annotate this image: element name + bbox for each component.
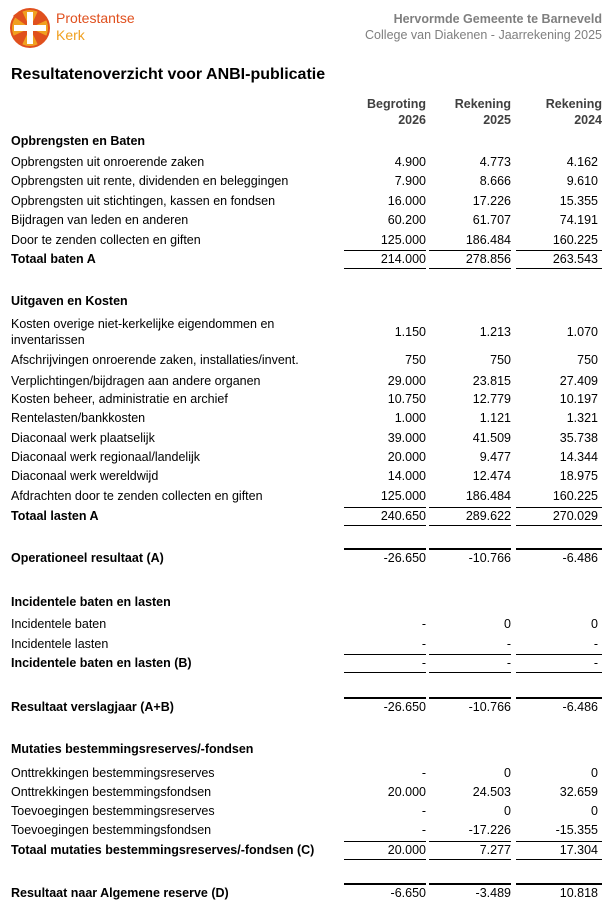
row-value: 17.304	[559, 843, 598, 857]
total-underline	[429, 525, 511, 526]
row-value: 7.277	[479, 843, 511, 857]
subtotal-rule	[429, 654, 511, 655]
row-value: 20.000	[387, 843, 426, 857]
subtotal-rule	[516, 250, 602, 251]
row-value: 0	[504, 766, 511, 780]
row-label: Bijdragen van leden en anderen	[11, 213, 189, 227]
row-label: Onttrekkingen bestemmingsreserves	[11, 766, 215, 780]
row-value: -6.486	[562, 700, 598, 714]
total-row	[11, 842, 602, 860]
row-label: Afschrijvingen onroerende zaken, installaties/invent.	[11, 353, 299, 367]
row-value: 1.121	[479, 411, 511, 425]
total-underline	[516, 859, 602, 860]
row-value: 12.474	[472, 469, 511, 483]
result-row	[11, 885, 602, 903]
row-value: 160.225	[552, 233, 598, 247]
row-value: 750	[405, 353, 426, 367]
organization-name: Hervormde Gemeente te Barneveld	[393, 12, 602, 26]
row-label: Uitgaven en Kosten	[11, 294, 128, 308]
row-value: 125.000	[380, 489, 426, 503]
table-row	[11, 352, 602, 370]
row-value: 186.484	[465, 489, 511, 503]
column-header	[344, 96, 426, 128]
row-value: -	[506, 656, 511, 670]
row-label: Opbrengsten uit rente, dividenden en beleggingen	[11, 174, 289, 188]
result-row	[11, 550, 602, 568]
section-heading	[11, 594, 602, 612]
row-value: 0	[591, 804, 598, 818]
row-value: 14.344	[559, 450, 598, 464]
table-row	[11, 154, 602, 172]
row-value: 0	[591, 617, 598, 631]
row-value: -6.486	[562, 551, 598, 565]
row-label: Incidentele lasten	[11, 637, 109, 651]
column-header-line2: 2025	[483, 113, 511, 127]
row-value: -10.766	[468, 700, 511, 714]
section-heading	[11, 293, 602, 311]
subtotal-rule	[344, 654, 426, 655]
row-value: 0	[591, 766, 598, 780]
row-label: Kosten overige niet-kerkelijke eigendommen en inventarissen	[11, 317, 275, 347]
row-value: -3.489	[475, 886, 511, 900]
row-value: 20.000	[387, 450, 426, 464]
row-label: Kosten beheer, administratie en archief	[11, 392, 228, 406]
row-value: 4.162	[566, 155, 598, 169]
brand-line-1: Protestantse	[56, 10, 135, 26]
row-value: 14.000	[387, 469, 426, 483]
total-row	[11, 508, 602, 526]
section-heading	[11, 133, 602, 151]
total-underline	[344, 268, 426, 269]
row-label: Opbrengsten uit stichtingen, kassen en fondsen	[11, 194, 276, 208]
total-underline	[516, 672, 602, 673]
row-value: -	[421, 766, 426, 780]
row-value: 240.650	[380, 509, 426, 523]
subtotal-rule	[429, 507, 511, 508]
row-value: -	[421, 823, 426, 837]
table-row	[11, 173, 602, 191]
row-value: 186.484	[465, 233, 511, 247]
row-label: Diaconaal werk regionaal/landelijk	[11, 450, 200, 464]
row-value: 60.200	[387, 213, 426, 227]
row-label: Totaal lasten A	[11, 509, 99, 523]
row-value: 9.477	[479, 450, 511, 464]
row-value: 1.070	[566, 325, 598, 339]
table-row	[11, 784, 602, 802]
row-value: 160.225	[552, 489, 598, 503]
row-value: -	[593, 637, 598, 651]
row-label: Toevoegingen bestemmingsreserves	[11, 804, 215, 818]
row-value: 263.543	[552, 252, 598, 266]
table-row	[11, 391, 602, 409]
subtotal-rule	[429, 250, 511, 251]
row-value: -26.650	[383, 700, 426, 714]
subtotal-rule	[344, 507, 426, 508]
row-value: 9.610	[566, 174, 598, 188]
row-value: 750	[577, 353, 598, 367]
row-label: Opbrengsten uit onroerende zaken	[11, 155, 205, 169]
column-header	[429, 96, 511, 128]
row-value: -	[421, 804, 426, 818]
row-label: Door te zenden collecten en giften	[11, 233, 201, 247]
subtotal-rule	[344, 250, 426, 251]
result-rule	[344, 883, 426, 885]
row-value: 4.900	[394, 155, 426, 169]
column-header	[516, 96, 602, 128]
row-label: Diaconaal werk plaatselijk	[11, 431, 155, 445]
result-rule	[429, 697, 511, 699]
total-underline	[516, 525, 602, 526]
column-header-line1: Rekening	[454, 97, 511, 111]
column-header-line2: 2026	[398, 113, 426, 127]
row-label: Resultaat naar Algemene reserve (D)	[11, 886, 229, 900]
row-label: Operationeel resultaat (A)	[11, 551, 164, 565]
total-underline	[344, 672, 426, 673]
row-value: 4.773	[479, 155, 511, 169]
table-row	[11, 449, 602, 467]
column-header-line1: Rekening	[545, 97, 602, 111]
row-value: 24.503	[472, 785, 511, 799]
row-value: -15.355	[555, 823, 598, 837]
table-row	[11, 373, 602, 391]
table-row	[11, 616, 602, 634]
table-row	[11, 803, 602, 821]
column-header-line2: 2024	[574, 113, 602, 127]
table-row	[11, 488, 602, 506]
row-value: 1.150	[394, 325, 426, 339]
protestantse-kerk-logo	[10, 8, 50, 48]
total-row	[11, 251, 602, 269]
table-row	[11, 193, 602, 211]
page-title: Resultatenoverzicht voor ANBI-publicatie	[11, 66, 326, 83]
row-value: 10.818	[559, 886, 598, 900]
row-label: Resultaat verslagjaar (A+B)	[11, 700, 174, 714]
result-rule	[344, 697, 426, 699]
row-value: 17.226	[472, 194, 511, 208]
section-heading	[11, 741, 602, 759]
table-row	[11, 316, 602, 350]
row-value: 289.622	[465, 509, 511, 523]
document-header	[365, 11, 602, 43]
brand-name	[56, 10, 135, 44]
row-value: -	[421, 656, 426, 670]
row-value: -	[421, 637, 426, 651]
row-value: 29.000	[387, 374, 426, 388]
row-label: Totaal baten A	[11, 252, 96, 266]
row-value: 750	[490, 353, 511, 367]
result-rule	[516, 697, 602, 699]
total-underline	[344, 525, 426, 526]
result-rule	[429, 548, 511, 550]
table-row	[11, 636, 602, 654]
row-label: Incidentele baten en lasten	[11, 595, 171, 609]
row-value: 35.738	[559, 431, 598, 445]
row-value: 39.000	[387, 431, 426, 445]
row-value: 7.900	[394, 174, 426, 188]
row-value: 16.000	[387, 194, 426, 208]
row-label: Onttrekkingen bestemmingsfondsen	[11, 785, 212, 799]
result-rule	[344, 548, 426, 550]
row-value: 270.029	[552, 509, 598, 523]
row-label: Opbrengsten en Baten	[11, 134, 146, 148]
row-value: 12.779	[472, 392, 511, 406]
row-value: -26.650	[383, 551, 426, 565]
row-label: Diaconaal werk wereldwijd	[11, 469, 159, 483]
row-value: 278.856	[465, 252, 511, 266]
row-value: 18.975	[559, 469, 598, 483]
table-row	[11, 765, 602, 783]
result-rule	[516, 883, 602, 885]
row-label: Afdrachten door te zenden collecten en giften	[11, 489, 263, 503]
table-row	[11, 410, 602, 428]
subtotal-rule	[516, 654, 602, 655]
row-label: Incidentele baten	[11, 617, 107, 631]
result-rule	[429, 883, 511, 885]
subtotal-rule	[344, 841, 426, 842]
row-value: 20.000	[387, 785, 426, 799]
brand-line-2: Kerk	[56, 27, 85, 43]
row-value: 41.509	[472, 431, 511, 445]
row-value: 15.355	[559, 194, 598, 208]
row-label: Verplichtingen/bijdragen aan andere organen	[11, 374, 261, 388]
column-header-line1: Begroting	[366, 97, 426, 111]
table-row	[11, 468, 602, 486]
total-underline	[429, 672, 511, 673]
result-rule	[516, 548, 602, 550]
subtotal-rule	[429, 841, 511, 842]
row-value: 125.000	[380, 233, 426, 247]
row-value: -17.226	[468, 823, 511, 837]
total-underline	[429, 859, 511, 860]
subtotal-rule	[516, 507, 602, 508]
row-value: 8.666	[479, 174, 511, 188]
row-value: 61.707	[472, 213, 511, 227]
row-value: -	[593, 656, 598, 670]
row-label: Mutaties bestemmingsreserves/-fondsen	[11, 742, 254, 756]
row-value: -	[421, 617, 426, 631]
total-underline	[344, 859, 426, 860]
row-value: 214.000	[380, 252, 426, 266]
table-row	[11, 212, 602, 230]
document-subtitle: College van Diakenen - Jaarrekening 2025	[365, 28, 602, 42]
row-value: 0	[504, 804, 511, 818]
row-value: 10.750	[387, 392, 426, 406]
total-row	[11, 655, 602, 673]
row-value: 27.409	[559, 374, 598, 388]
row-value: 0	[504, 617, 511, 631]
row-value: 10.197	[559, 392, 598, 406]
row-value: -6.650	[390, 886, 426, 900]
total-underline	[429, 268, 511, 269]
row-value: 32.659	[559, 785, 598, 799]
subtotal-rule	[516, 841, 602, 842]
result-row	[11, 699, 602, 717]
row-label: Incidentele baten en lasten (B)	[11, 656, 192, 670]
row-value: 1.000	[394, 411, 426, 425]
row-label: Toevoegingen bestemmingsfondsen	[11, 823, 212, 837]
row-value: 23.815	[472, 374, 511, 388]
row-value: 1.213	[479, 325, 511, 339]
row-value: 1.321	[566, 411, 598, 425]
row-value: 74.191	[559, 213, 598, 227]
row-label: Totaal mutaties bestemmingsreserves/-fondsen (C)	[11, 843, 315, 857]
table-row	[11, 430, 602, 448]
row-value: -	[506, 637, 511, 651]
total-underline	[516, 268, 602, 269]
table-row	[11, 822, 602, 840]
row-value: -10.766	[468, 551, 511, 565]
table-row	[11, 232, 602, 250]
row-label: Rentelasten/bankkosten	[11, 411, 146, 425]
